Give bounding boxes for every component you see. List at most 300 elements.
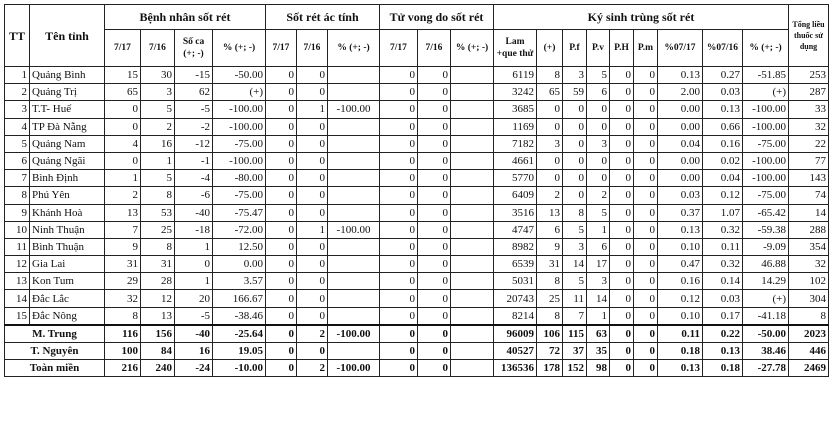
cell-pchg: -5 — [175, 101, 213, 118]
cell-p716: 53 — [141, 204, 175, 221]
cell-d717: 0 — [380, 67, 418, 84]
cell-p716: 240 — [141, 360, 175, 377]
cell-p717: 4 — [105, 135, 141, 152]
cell-lam: 6119 — [494, 67, 537, 84]
cell-lam: 6409 — [494, 187, 537, 204]
cell-kpct: (+) — [743, 84, 789, 101]
cell-ph: 0 — [610, 118, 634, 135]
cell-pv: 6 — [587, 238, 610, 255]
cell-pos: 0 — [537, 101, 563, 118]
cell-s716: 0 — [297, 256, 328, 273]
cell-pv: 63 — [587, 325, 610, 343]
cell-province: Ninh Thuận — [30, 221, 105, 238]
cell-d717: 0 — [380, 84, 418, 101]
cell-drug: 33 — [789, 101, 829, 118]
cell-s717: 0 — [266, 187, 297, 204]
cell-pos: 25 — [537, 290, 563, 307]
cell-drug: 253 — [789, 67, 829, 84]
cell-kpct: -27.78 — [743, 360, 789, 377]
cell-tt: 2 — [5, 84, 30, 101]
cell-k16: 0.11 — [703, 238, 743, 255]
header-s-7-17: 7/17 — [266, 30, 297, 67]
cell-s717: 0 — [266, 152, 297, 169]
cell-pm: 0 — [634, 67, 658, 84]
header-severe: Sốt rét ác tính — [266, 5, 380, 30]
cell-province: Đắc Nông — [30, 307, 105, 325]
cell-p716: 1 — [141, 152, 175, 169]
cell-province: TP Đà Nẵng — [30, 118, 105, 135]
table-row — [5, 290, 829, 307]
cell-pv: 5 — [587, 67, 610, 84]
malaria-table — [4, 4, 829, 377]
cell-ppct: -80.00 — [213, 170, 266, 187]
table-row — [5, 152, 829, 169]
cell-kpct: 38.46 — [743, 343, 789, 360]
header-drug: Tổng liều thuốc sử dụng — [789, 5, 829, 67]
cell-pm: 0 — [634, 343, 658, 360]
cell-kpct: -65.42 — [743, 204, 789, 221]
cell-p717: 0 — [105, 118, 141, 135]
cell-d717: 0 — [380, 256, 418, 273]
cell-d716: 0 — [418, 67, 451, 84]
table-row — [5, 187, 829, 204]
cell-pchg: 1 — [175, 273, 213, 290]
cell-k17: 0.10 — [658, 307, 703, 325]
cell-kpct: -100.00 — [743, 118, 789, 135]
cell-pm: 0 — [634, 135, 658, 152]
cell-d717: 0 — [380, 238, 418, 255]
cell-p717: 1 — [105, 170, 141, 187]
cell-drug: 143 — [789, 170, 829, 187]
cell-s717: 0 — [266, 135, 297, 152]
header-p-7-16: 7/16 — [141, 30, 175, 67]
cell-lam: 96009 — [494, 325, 537, 343]
cell-pos: 0 — [537, 170, 563, 187]
cell-p717: 8 — [105, 307, 141, 325]
table-row — [5, 67, 829, 84]
cell-d716: 0 — [418, 135, 451, 152]
cell-pm: 0 — [634, 118, 658, 135]
cell-pf: 37 — [563, 343, 587, 360]
cell-lam: 7182 — [494, 135, 537, 152]
cell-ph: 0 — [610, 170, 634, 187]
cell-s717: 0 — [266, 84, 297, 101]
cell-pf: 5 — [563, 273, 587, 290]
cell-lam: 3516 — [494, 204, 537, 221]
cell-tt: 11 — [5, 238, 30, 255]
header-tt: TT — [5, 5, 30, 67]
cell-d717: 0 — [380, 343, 418, 360]
cell-p717: 13 — [105, 204, 141, 221]
cell-drug: 22 — [789, 135, 829, 152]
header-k-pct16: %07/16 — [703, 30, 743, 67]
cell-k17: 0.13 — [658, 221, 703, 238]
cell-k16: 0.12 — [703, 187, 743, 204]
cell-ppct: -100.00 — [213, 118, 266, 135]
cell-pos: 31 — [537, 256, 563, 273]
cell-pchg: -24 — [175, 360, 213, 377]
cell-d717: 0 — [380, 135, 418, 152]
cell-d717: 0 — [380, 187, 418, 204]
cell-pos: 8 — [537, 67, 563, 84]
cell-dpct — [451, 221, 494, 238]
cell-spct — [328, 170, 380, 187]
cell-pv: 17 — [587, 256, 610, 273]
table-row — [5, 84, 829, 101]
cell-d717: 0 — [380, 204, 418, 221]
cell-lam: 4661 — [494, 152, 537, 169]
cell-kpct: -75.00 — [743, 187, 789, 204]
cell-ppct: (+) — [213, 84, 266, 101]
cell-drug: 288 — [789, 221, 829, 238]
cell-dpct — [451, 67, 494, 84]
cell-k17: 0.10 — [658, 238, 703, 255]
cell-p716: 84 — [141, 343, 175, 360]
cell-lam: 20743 — [494, 290, 537, 307]
cell-s717: 0 — [266, 118, 297, 135]
cell-ph: 0 — [610, 307, 634, 325]
cell-p717: 9 — [105, 238, 141, 255]
cell-k17: 0.16 — [658, 273, 703, 290]
cell-d717: 0 — [380, 170, 418, 187]
header-k-pm: P.m — [634, 30, 658, 67]
table-row — [5, 307, 829, 325]
cell-d716: 0 — [418, 238, 451, 255]
cell-k16: 0.13 — [703, 343, 743, 360]
header-p-pct: % (+; -) — [213, 30, 266, 67]
header-province: Tên tỉnh — [30, 5, 105, 67]
cell-ph: 0 — [610, 343, 634, 360]
cell-d716: 0 — [418, 118, 451, 135]
cell-pos: 178 — [537, 360, 563, 377]
cell-spct: -100.00 — [328, 360, 380, 377]
summary-row — [5, 343, 829, 360]
cell-pos: 9 — [537, 238, 563, 255]
cell-ph: 0 — [610, 67, 634, 84]
cell-kpct: -100.00 — [743, 101, 789, 118]
cell-pf: 0 — [563, 170, 587, 187]
cell-spct — [328, 238, 380, 255]
cell-pm: 0 — [634, 290, 658, 307]
cell-pm: 0 — [634, 360, 658, 377]
cell-kpct: -9.09 — [743, 238, 789, 255]
cell-dpct — [451, 273, 494, 290]
cell-s716: 0 — [297, 84, 328, 101]
cell-pf: 14 — [563, 256, 587, 273]
summary-row — [5, 325, 829, 343]
table-row — [5, 238, 829, 255]
cell-p717: 100 — [105, 343, 141, 360]
cell-k17: 2.00 — [658, 84, 703, 101]
cell-pm: 0 — [634, 238, 658, 255]
cell-tt: 5 — [5, 135, 30, 152]
cell-tt: 14 — [5, 290, 30, 307]
cell-ph: 0 — [610, 290, 634, 307]
cell-ppct: -75.00 — [213, 135, 266, 152]
cell-ppct: 12.50 — [213, 238, 266, 255]
cell-pm: 0 — [634, 307, 658, 325]
cell-pm: 0 — [634, 325, 658, 343]
cell-dpct — [451, 152, 494, 169]
header-d-7-16: 7/16 — [418, 30, 451, 67]
cell-d716: 0 — [418, 273, 451, 290]
cell-province: Kon Tum — [30, 273, 105, 290]
cell-pos: 6 — [537, 221, 563, 238]
cell-kpct: -59.38 — [743, 221, 789, 238]
cell-ph: 0 — [610, 256, 634, 273]
cell-k16: 0.03 — [703, 290, 743, 307]
cell-d716: 0 — [418, 256, 451, 273]
cell-ppct: 19.05 — [213, 343, 266, 360]
cell-s716: 0 — [297, 135, 328, 152]
cell-p716: 30 — [141, 67, 175, 84]
cell-lam: 5031 — [494, 273, 537, 290]
cell-d716: 0 — [418, 152, 451, 169]
cell-s717: 0 — [266, 273, 297, 290]
cell-pm: 0 — [634, 273, 658, 290]
cell-pf: 152 — [563, 360, 587, 377]
cell-drug: 2469 — [789, 360, 829, 377]
cell-tt: 3 — [5, 101, 30, 118]
header-p-7-17: 7/17 — [105, 30, 141, 67]
cell-kpct: 14.29 — [743, 273, 789, 290]
cell-spct — [328, 290, 380, 307]
cell-tt: 15 — [5, 307, 30, 325]
cell-ph: 0 — [610, 221, 634, 238]
cell-drug: 2023 — [789, 325, 829, 343]
cell-d717: 0 — [380, 290, 418, 307]
cell-dpct — [451, 290, 494, 307]
cell-lam: 3242 — [494, 84, 537, 101]
cell-s717: 0 — [266, 204, 297, 221]
cell-tt: 7 — [5, 170, 30, 187]
cell-s717: 0 — [266, 256, 297, 273]
cell-ppct: 166.67 — [213, 290, 266, 307]
cell-ppct: -75.00 — [213, 187, 266, 204]
cell-pf: 11 — [563, 290, 587, 307]
cell-dpct — [451, 101, 494, 118]
cell-p716: 3 — [141, 84, 175, 101]
cell-ph: 0 — [610, 101, 634, 118]
cell-pm: 0 — [634, 84, 658, 101]
cell-province: Đắc Lắc — [30, 290, 105, 307]
cell-s717: 0 — [266, 238, 297, 255]
cell-lam: 8214 — [494, 307, 537, 325]
cell-pos: 72 — [537, 343, 563, 360]
cell-drug: 102 — [789, 273, 829, 290]
cell-kpct: 46.88 — [743, 256, 789, 273]
header-k-pv: P.v — [587, 30, 610, 67]
cell-dpct — [451, 118, 494, 135]
cell-k16: 0.13 — [703, 101, 743, 118]
cell-s716: 1 — [297, 101, 328, 118]
cell-p717: 31 — [105, 256, 141, 273]
cell-region: Toàn miền — [5, 360, 105, 377]
cell-pv: 5 — [587, 204, 610, 221]
header-k-pct: % (+; -) — [743, 30, 789, 67]
cell-d716: 0 — [418, 187, 451, 204]
cell-k16: 0.02 — [703, 152, 743, 169]
cell-province: Quảng Nam — [30, 135, 105, 152]
cell-ppct: 3.57 — [213, 273, 266, 290]
cell-pchg: 1 — [175, 238, 213, 255]
cell-k16: 0.17 — [703, 307, 743, 325]
cell-kpct: (+) — [743, 290, 789, 307]
cell-p716: 5 — [141, 101, 175, 118]
cell-ppct: -100.00 — [213, 101, 266, 118]
cell-spct — [328, 67, 380, 84]
cell-lam: 5770 — [494, 170, 537, 187]
cell-pchg: -18 — [175, 221, 213, 238]
table-row — [5, 170, 829, 187]
cell-s717: 0 — [266, 101, 297, 118]
cell-p717: 116 — [105, 325, 141, 343]
cell-lam: 8982 — [494, 238, 537, 255]
cell-p716: 12 — [141, 290, 175, 307]
header-s-pct: % (+; -) — [328, 30, 380, 67]
header-k-pct17: %07/17 — [658, 30, 703, 67]
cell-pos: 0 — [537, 118, 563, 135]
cell-drug: 74 — [789, 187, 829, 204]
cell-dpct — [451, 256, 494, 273]
summary-row — [5, 360, 829, 377]
cell-province: Phú Yên — [30, 187, 105, 204]
cell-k17: 0.11 — [658, 325, 703, 343]
cell-tt: 13 — [5, 273, 30, 290]
table-row — [5, 135, 829, 152]
cell-lam: 6539 — [494, 256, 537, 273]
cell-spct — [328, 187, 380, 204]
cell-s716: 0 — [297, 67, 328, 84]
cell-pv: 3 — [587, 135, 610, 152]
cell-s717: 0 — [266, 221, 297, 238]
cell-province: Bình Thuận — [30, 238, 105, 255]
cell-dpct — [451, 307, 494, 325]
cell-k16: 0.18 — [703, 360, 743, 377]
cell-kpct: -100.00 — [743, 170, 789, 187]
cell-k17: 0.00 — [658, 101, 703, 118]
cell-ph: 0 — [610, 325, 634, 343]
cell-pchg: -2 — [175, 118, 213, 135]
cell-pf: 59 — [563, 84, 587, 101]
cell-tt: 1 — [5, 67, 30, 84]
cell-pos: 3 — [537, 135, 563, 152]
cell-pchg: -5 — [175, 307, 213, 325]
cell-kpct: -51.85 — [743, 67, 789, 84]
cell-s717: 0 — [266, 170, 297, 187]
cell-lam: 40527 — [494, 343, 537, 360]
cell-ppct: -72.00 — [213, 221, 266, 238]
cell-pm: 0 — [634, 221, 658, 238]
cell-d716: 0 — [418, 84, 451, 101]
header-patients: Bệnh nhân sốt rét — [105, 5, 266, 30]
cell-drug: 32 — [789, 118, 829, 135]
cell-s717: 0 — [266, 343, 297, 360]
cell-lam: 3685 — [494, 101, 537, 118]
header-k-lam: Lam +que thử — [494, 30, 537, 67]
header-p-change: Số ca (+; -) — [175, 30, 213, 67]
cell-pf: 115 — [563, 325, 587, 343]
table-row — [5, 204, 829, 221]
cell-pf: 0 — [563, 101, 587, 118]
cell-ppct: -10.00 — [213, 360, 266, 377]
cell-pm: 0 — [634, 204, 658, 221]
cell-k17: 0.00 — [658, 118, 703, 135]
cell-dpct — [451, 187, 494, 204]
cell-pv: 0 — [587, 118, 610, 135]
cell-ppct: -75.47 — [213, 204, 266, 221]
cell-p717: 15 — [105, 67, 141, 84]
cell-pf: 3 — [563, 67, 587, 84]
cell-k16: 0.16 — [703, 135, 743, 152]
cell-ppct: -100.00 — [213, 152, 266, 169]
cell-ph: 0 — [610, 152, 634, 169]
cell-k16: 0.04 — [703, 170, 743, 187]
cell-k17: 0.03 — [658, 187, 703, 204]
cell-spct — [328, 343, 380, 360]
cell-pf: 0 — [563, 187, 587, 204]
cell-d717: 0 — [380, 152, 418, 169]
cell-s716: 0 — [297, 238, 328, 255]
cell-tt: 6 — [5, 152, 30, 169]
cell-d716: 0 — [418, 325, 451, 343]
cell-spct: -100.00 — [328, 221, 380, 238]
cell-pchg: -6 — [175, 187, 213, 204]
cell-lam: 136536 — [494, 360, 537, 377]
cell-k17: 0.13 — [658, 360, 703, 377]
cell-pchg: -4 — [175, 170, 213, 187]
table-row — [5, 221, 829, 238]
cell-pv: 1 — [587, 221, 610, 238]
cell-pv: 0 — [587, 101, 610, 118]
cell-k17: 0.04 — [658, 135, 703, 152]
cell-pm: 0 — [634, 152, 658, 169]
cell-s716: 0 — [297, 118, 328, 135]
cell-province: Khánh Hoà — [30, 204, 105, 221]
cell-pchg: -1 — [175, 152, 213, 169]
cell-d716: 0 — [418, 360, 451, 377]
cell-p716: 28 — [141, 273, 175, 290]
cell-pos: 106 — [537, 325, 563, 343]
cell-province: Quảng Trị — [30, 84, 105, 101]
cell-pm: 0 — [634, 256, 658, 273]
cell-spct — [328, 256, 380, 273]
cell-d716: 0 — [418, 170, 451, 187]
header-parasite: Ký sinh trùng sốt rét — [494, 5, 789, 30]
cell-p717: 2 — [105, 187, 141, 204]
cell-dpct — [451, 238, 494, 255]
cell-s716: 0 — [297, 152, 328, 169]
cell-p716: 31 — [141, 256, 175, 273]
cell-pos: 13 — [537, 204, 563, 221]
cell-ph: 0 — [610, 84, 634, 101]
cell-s716: 0 — [297, 273, 328, 290]
cell-d717: 0 — [380, 101, 418, 118]
cell-spct: -100.00 — [328, 325, 380, 343]
cell-s716: 0 — [297, 170, 328, 187]
cell-pv: 2 — [587, 187, 610, 204]
cell-pf: 0 — [563, 118, 587, 135]
header-k-plus: (+) — [537, 30, 563, 67]
cell-d717: 0 — [380, 273, 418, 290]
cell-pos: 8 — [537, 273, 563, 290]
cell-p716: 25 — [141, 221, 175, 238]
table-row — [5, 118, 829, 135]
cell-spct — [328, 307, 380, 325]
cell-dpct — [451, 170, 494, 187]
cell-pchg: 16 — [175, 343, 213, 360]
cell-pv: 0 — [587, 170, 610, 187]
